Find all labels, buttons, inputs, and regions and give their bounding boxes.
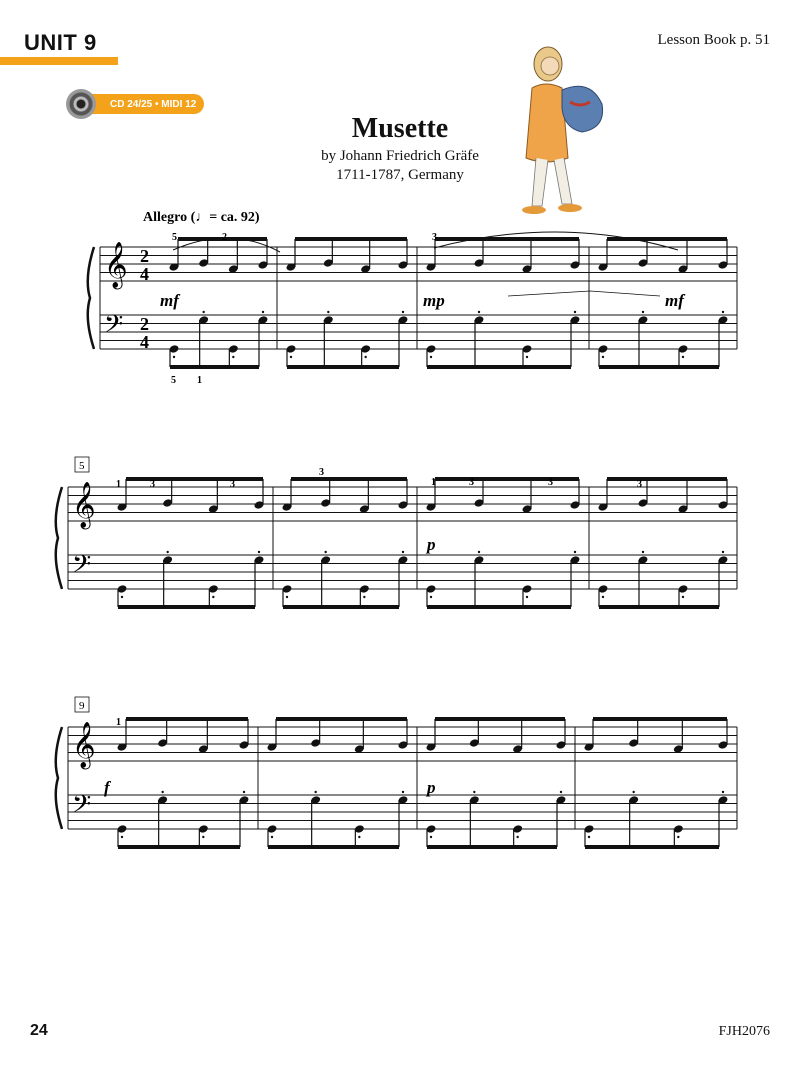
fingering-number: 1 <box>116 717 121 728</box>
staccato-dot <box>722 551 724 553</box>
staccato-dot <box>677 836 679 838</box>
brace <box>56 727 62 829</box>
staccato-dot <box>430 836 432 838</box>
staccato-dot <box>258 551 260 553</box>
cd-disc-icon <box>66 89 96 119</box>
staccato-dot <box>324 551 326 553</box>
staccato-dot <box>232 356 234 358</box>
staccato-dot <box>642 551 644 553</box>
staccato-dot <box>682 356 684 358</box>
staccato-dot <box>121 596 123 598</box>
bass-clef: 𝄢 <box>104 310 124 345</box>
fingering-number: 3 <box>319 467 324 478</box>
staccato-dot <box>402 791 404 793</box>
bass-clef: 𝄢 <box>72 790 92 825</box>
staccato-dot <box>602 356 604 358</box>
fingering-number: 1 <box>431 477 436 488</box>
staccato-dot <box>243 791 245 793</box>
system-1 <box>88 239 737 367</box>
dynamic-marking: p <box>427 778 436 797</box>
staccato-dot <box>166 551 168 553</box>
staccato-dot <box>574 551 576 553</box>
staccato-dot <box>682 596 684 598</box>
staccato-dot <box>642 311 644 313</box>
brace <box>56 487 62 589</box>
staccato-dot <box>526 356 528 358</box>
dynamic-marking: p <box>427 535 436 554</box>
treble-clef: 𝄞 <box>72 482 96 528</box>
dynamic-marking: mf <box>665 291 684 310</box>
fingering-number: 3 <box>230 479 235 490</box>
fingering-number: 1 <box>197 375 202 386</box>
staccato-dot <box>473 791 475 793</box>
lesson-book-reference: Lesson Book p. 51 <box>657 32 770 48</box>
fingering-number: 5 <box>171 375 176 386</box>
time-signature-top: 2 <box>140 314 149 334</box>
bass-clef: 𝄢 <box>72 550 92 585</box>
fingering-number: 3 <box>150 479 155 490</box>
brace <box>88 247 94 349</box>
staccato-dot <box>560 791 562 793</box>
staccato-dot <box>588 836 590 838</box>
piece-title: Musette <box>351 113 449 144</box>
measure-number: 5 <box>79 460 85 472</box>
system-3 <box>56 697 737 847</box>
staccato-dot <box>722 311 724 313</box>
staccato-dot <box>574 311 576 313</box>
staccato-dot <box>286 596 288 598</box>
composer-name: by Johann Friedrich Gräfe <box>321 148 479 164</box>
unit-label: UNIT 9 <box>24 30 97 55</box>
staccato-dot <box>121 836 123 838</box>
staccato-dot <box>430 596 432 598</box>
staccato-dot <box>402 311 404 313</box>
staccato-dot <box>363 596 365 598</box>
staccato-dot <box>358 836 360 838</box>
staccato-dot <box>516 836 518 838</box>
staccato-dot <box>290 356 292 358</box>
tempo-marking: Allegro (♩= ca. 92) <box>143 210 260 225</box>
staccato-dot <box>478 311 480 313</box>
fingering-number: 3 <box>469 477 474 488</box>
staccato-dot <box>202 836 204 838</box>
staccato-dot <box>478 551 480 553</box>
staccato-dot <box>722 791 724 793</box>
time-signature-bottom: 4 <box>140 332 149 352</box>
fingering-number: 2 <box>222 232 227 243</box>
dynamic-marking: f <box>104 778 110 797</box>
staccato-dot <box>430 356 432 358</box>
staccato-dot <box>161 791 163 793</box>
fingering-number: 3 <box>637 479 642 490</box>
staccato-dot <box>632 791 634 793</box>
staccato-dot <box>602 596 604 598</box>
staccato-dot <box>202 311 204 313</box>
hairpin <box>508 291 660 296</box>
staccato-dot <box>262 311 264 313</box>
staccato-dot <box>364 356 366 358</box>
dynamic-marking: mf <box>160 291 179 310</box>
dynamic-marking: mp <box>423 291 445 310</box>
page-number: 24 <box>30 1022 48 1039</box>
fingering-number: 5 <box>172 232 177 243</box>
staccato-dot <box>212 596 214 598</box>
staccato-dot <box>402 551 404 553</box>
fingering-number: 3 <box>548 477 553 488</box>
time-signature-bottom: 4 <box>140 264 149 284</box>
staccato-dot <box>327 311 329 313</box>
staccato-dot <box>526 596 528 598</box>
staccato-dot <box>271 836 273 838</box>
staccato-dot <box>314 791 316 793</box>
staccato-dot <box>173 356 175 358</box>
system-2 <box>56 457 737 607</box>
time-signature-top: 2 <box>140 246 149 266</box>
composer-dates: 1711-1787, Germany <box>336 167 464 183</box>
cd-label: CD 24/25 • MIDI 12 <box>82 94 204 114</box>
treble-clef: 𝄞 <box>104 242 128 288</box>
fingering-number: 3 <box>432 232 437 243</box>
measure-number: 9 <box>79 700 85 712</box>
catalog-code: FJH2076 <box>718 1024 770 1039</box>
fingering-number: 1 <box>116 479 121 490</box>
treble-clef: 𝄞 <box>72 722 96 768</box>
